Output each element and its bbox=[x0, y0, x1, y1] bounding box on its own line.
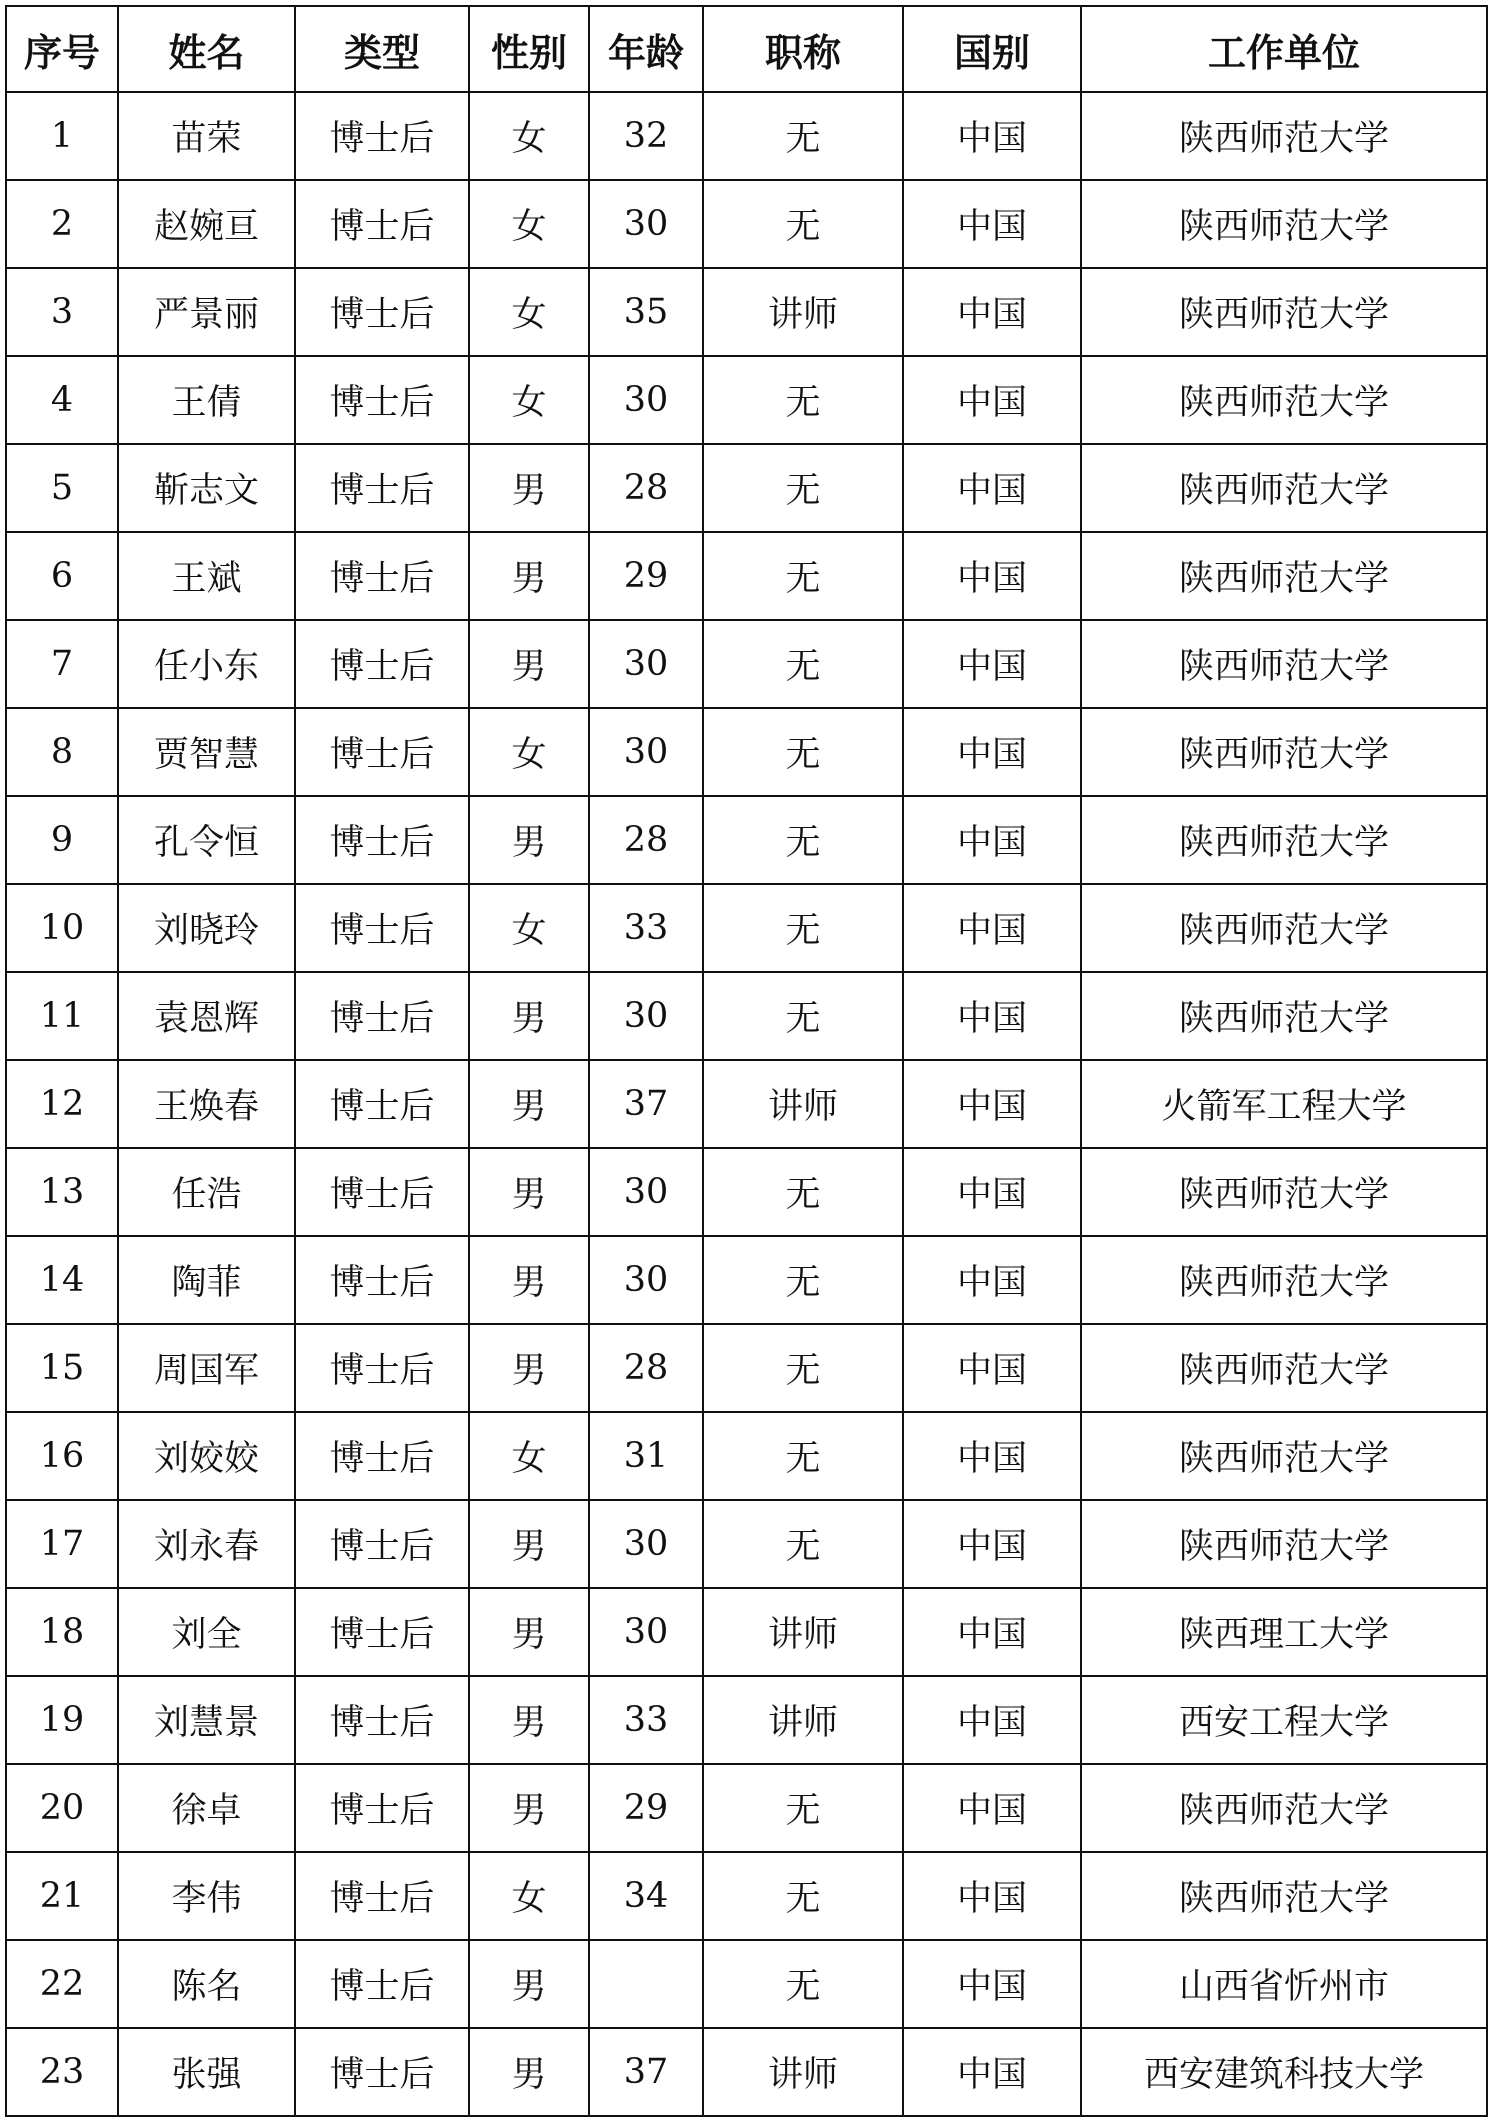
table-row bbox=[6, 1588, 1487, 1676]
cell-country: 中国 bbox=[903, 356, 1081, 444]
cell-index: 1 bbox=[6, 92, 118, 180]
cell-index: 9 bbox=[6, 796, 118, 884]
cell-country: 中国 bbox=[903, 796, 1081, 884]
cell-title: 无 bbox=[703, 92, 903, 180]
table-row bbox=[6, 1764, 1487, 1852]
column-header-title: 职称 bbox=[703, 6, 903, 92]
cell-type: 博士后 bbox=[295, 532, 469, 620]
cell-name: 王焕春 bbox=[118, 1060, 295, 1148]
cell-index: 7 bbox=[6, 620, 118, 708]
cell-title: 无 bbox=[703, 356, 903, 444]
column-header-type: 类型 bbox=[295, 6, 469, 92]
cell-name: 王倩 bbox=[118, 356, 295, 444]
cell-country: 中国 bbox=[903, 1500, 1081, 1588]
cell-age: 30 bbox=[589, 620, 703, 708]
cell-age: 30 bbox=[589, 356, 703, 444]
cell-gender: 男 bbox=[469, 1500, 589, 1588]
cell-index: 17 bbox=[6, 1500, 118, 1588]
cell-title: 无 bbox=[703, 1412, 903, 1500]
cell-country: 中国 bbox=[903, 884, 1081, 972]
column-header-name: 姓名 bbox=[118, 6, 295, 92]
cell-gender: 男 bbox=[469, 972, 589, 1060]
cell-workplace: 陕西师范大学 bbox=[1081, 620, 1487, 708]
cell-country: 中国 bbox=[903, 1324, 1081, 1412]
cell-country: 中国 bbox=[903, 532, 1081, 620]
cell-name: 苗荣 bbox=[118, 92, 295, 180]
cell-index: 12 bbox=[6, 1060, 118, 1148]
cell-country: 中国 bbox=[903, 1940, 1081, 2028]
table-row bbox=[6, 1852, 1487, 1940]
cell-name: 任浩 bbox=[118, 1148, 295, 1236]
cell-workplace: 陕西师范大学 bbox=[1081, 1500, 1487, 1588]
cell-type: 博士后 bbox=[295, 620, 469, 708]
cell-gender: 女 bbox=[469, 1852, 589, 1940]
cell-workplace: 陕西师范大学 bbox=[1081, 268, 1487, 356]
cell-workplace: 陕西师范大学 bbox=[1081, 884, 1487, 972]
column-header-index: 序号 bbox=[6, 6, 118, 92]
cell-gender: 男 bbox=[469, 2028, 589, 2116]
cell-age: 30 bbox=[589, 180, 703, 268]
cell-type: 博士后 bbox=[295, 268, 469, 356]
cell-type: 博士后 bbox=[295, 1852, 469, 1940]
cell-type: 博士后 bbox=[295, 1588, 469, 1676]
cell-index: 10 bbox=[6, 884, 118, 972]
cell-country: 中国 bbox=[903, 1060, 1081, 1148]
cell-title: 讲师 bbox=[703, 1060, 903, 1148]
cell-age: 28 bbox=[589, 796, 703, 884]
cell-gender: 男 bbox=[469, 1764, 589, 1852]
cell-name: 刘永春 bbox=[118, 1500, 295, 1588]
header-row bbox=[6, 6, 1487, 92]
cell-age: 29 bbox=[589, 1764, 703, 1852]
cell-age: 31 bbox=[589, 1412, 703, 1500]
column-header-country: 国别 bbox=[903, 6, 1081, 92]
cell-title: 讲师 bbox=[703, 268, 903, 356]
cell-name: 陶菲 bbox=[118, 1236, 295, 1324]
cell-title: 讲师 bbox=[703, 1588, 903, 1676]
table-row bbox=[6, 268, 1487, 356]
cell-name: 张强 bbox=[118, 2028, 295, 2116]
cell-age: 34 bbox=[589, 1852, 703, 1940]
cell-index: 22 bbox=[6, 1940, 118, 2028]
cell-index: 15 bbox=[6, 1324, 118, 1412]
cell-age: 28 bbox=[589, 444, 703, 532]
table-row bbox=[6, 444, 1487, 532]
table-body bbox=[6, 92, 1487, 2116]
cell-index: 21 bbox=[6, 1852, 118, 1940]
cell-type: 博士后 bbox=[295, 1500, 469, 1588]
cell-name: 陈名 bbox=[118, 1940, 295, 2028]
cell-name: 李伟 bbox=[118, 1852, 295, 1940]
personnel-table bbox=[5, 5, 1488, 2117]
cell-age: 33 bbox=[589, 884, 703, 972]
cell-type: 博士后 bbox=[295, 444, 469, 532]
cell-workplace: 西安工程大学 bbox=[1081, 1676, 1487, 1764]
cell-age: 28 bbox=[589, 1324, 703, 1412]
cell-country: 中国 bbox=[903, 92, 1081, 180]
cell-country: 中国 bbox=[903, 180, 1081, 268]
cell-age: 30 bbox=[589, 1236, 703, 1324]
cell-index: 23 bbox=[6, 2028, 118, 2116]
cell-age: 30 bbox=[589, 972, 703, 1060]
cell-title: 无 bbox=[703, 1764, 903, 1852]
table-row bbox=[6, 1148, 1487, 1236]
cell-gender: 男 bbox=[469, 1588, 589, 1676]
cell-age: 32 bbox=[589, 92, 703, 180]
cell-country: 中国 bbox=[903, 1412, 1081, 1500]
cell-workplace: 陕西师范大学 bbox=[1081, 356, 1487, 444]
cell-workplace: 陕西师范大学 bbox=[1081, 180, 1487, 268]
cell-country: 中国 bbox=[903, 1852, 1081, 1940]
cell-gender: 女 bbox=[469, 268, 589, 356]
cell-index: 20 bbox=[6, 1764, 118, 1852]
cell-index: 11 bbox=[6, 972, 118, 1060]
cell-country: 中国 bbox=[903, 1148, 1081, 1236]
cell-index: 14 bbox=[6, 1236, 118, 1324]
table-row bbox=[6, 1236, 1487, 1324]
cell-title: 无 bbox=[703, 1148, 903, 1236]
cell-type: 博士后 bbox=[295, 1676, 469, 1764]
cell-type: 博士后 bbox=[295, 796, 469, 884]
cell-age: 37 bbox=[589, 2028, 703, 2116]
table-row bbox=[6, 92, 1487, 180]
cell-title: 无 bbox=[703, 444, 903, 532]
cell-workplace: 陕西师范大学 bbox=[1081, 1324, 1487, 1412]
table-row bbox=[6, 532, 1487, 620]
cell-country: 中国 bbox=[903, 972, 1081, 1060]
cell-country: 中国 bbox=[903, 444, 1081, 532]
cell-country: 中国 bbox=[903, 1676, 1081, 1764]
table-row bbox=[6, 180, 1487, 268]
cell-workplace: 陕西师范大学 bbox=[1081, 1412, 1487, 1500]
cell-workplace: 西安建筑科技大学 bbox=[1081, 2028, 1487, 2116]
table-row bbox=[6, 620, 1487, 708]
cell-age: 29 bbox=[589, 532, 703, 620]
cell-type: 博士后 bbox=[295, 884, 469, 972]
cell-gender: 男 bbox=[469, 1324, 589, 1412]
cell-name: 刘慧景 bbox=[118, 1676, 295, 1764]
table-row bbox=[6, 796, 1487, 884]
cell-title: 讲师 bbox=[703, 1676, 903, 1764]
cell-country: 中国 bbox=[903, 1588, 1081, 1676]
cell-gender: 男 bbox=[469, 1148, 589, 1236]
cell-gender: 女 bbox=[469, 180, 589, 268]
cell-gender: 男 bbox=[469, 796, 589, 884]
cell-age: 30 bbox=[589, 1588, 703, 1676]
cell-workplace: 火箭军工程大学 bbox=[1081, 1060, 1487, 1148]
cell-country: 中国 bbox=[903, 620, 1081, 708]
cell-age: 35 bbox=[589, 268, 703, 356]
cell-title: 无 bbox=[703, 620, 903, 708]
cell-type: 博士后 bbox=[295, 1940, 469, 2028]
cell-name: 王斌 bbox=[118, 532, 295, 620]
cell-country: 中国 bbox=[903, 1764, 1081, 1852]
cell-type: 博士后 bbox=[295, 1060, 469, 1148]
cell-title: 无 bbox=[703, 180, 903, 268]
cell-type: 博士后 bbox=[295, 1236, 469, 1324]
cell-gender: 女 bbox=[469, 1412, 589, 1500]
cell-name: 刘晓玲 bbox=[118, 884, 295, 972]
cell-type: 博士后 bbox=[295, 972, 469, 1060]
cell-name: 刘全 bbox=[118, 1588, 295, 1676]
cell-title: 无 bbox=[703, 796, 903, 884]
cell-workplace: 陕西师范大学 bbox=[1081, 444, 1487, 532]
cell-workplace: 陕西师范大学 bbox=[1081, 92, 1487, 180]
cell-name: 周国军 bbox=[118, 1324, 295, 1412]
cell-title: 无 bbox=[703, 972, 903, 1060]
cell-workplace: 陕西师范大学 bbox=[1081, 1236, 1487, 1324]
cell-gender: 女 bbox=[469, 708, 589, 796]
table-row bbox=[6, 884, 1487, 972]
cell-index: 8 bbox=[6, 708, 118, 796]
cell-gender: 男 bbox=[469, 1676, 589, 1764]
cell-index: 5 bbox=[6, 444, 118, 532]
cell-type: 博士后 bbox=[295, 92, 469, 180]
cell-workplace: 陕西师范大学 bbox=[1081, 796, 1487, 884]
cell-index: 18 bbox=[6, 1588, 118, 1676]
cell-workplace: 陕西师范大学 bbox=[1081, 1852, 1487, 1940]
cell-title: 无 bbox=[703, 1940, 903, 2028]
cell-country: 中国 bbox=[903, 708, 1081, 796]
table-row bbox=[6, 1676, 1487, 1764]
cell-name: 徐卓 bbox=[118, 1764, 295, 1852]
cell-country: 中国 bbox=[903, 2028, 1081, 2116]
cell-workplace: 陕西师范大学 bbox=[1081, 532, 1487, 620]
cell-workplace: 陕西师范大学 bbox=[1081, 708, 1487, 796]
cell-index: 16 bbox=[6, 1412, 118, 1500]
cell-age: 33 bbox=[589, 1676, 703, 1764]
cell-name: 贾智慧 bbox=[118, 708, 295, 796]
cell-index: 2 bbox=[6, 180, 118, 268]
cell-gender: 女 bbox=[469, 356, 589, 444]
cell-type: 博士后 bbox=[295, 180, 469, 268]
column-header-workplace: 工作单位 bbox=[1081, 6, 1487, 92]
cell-gender: 男 bbox=[469, 444, 589, 532]
cell-index: 19 bbox=[6, 1676, 118, 1764]
cell-country: 中国 bbox=[903, 1236, 1081, 1324]
cell-workplace: 陕西师范大学 bbox=[1081, 1148, 1487, 1236]
cell-workplace: 陕西理工大学 bbox=[1081, 1588, 1487, 1676]
cell-title: 无 bbox=[703, 1500, 903, 1588]
cell-age: 37 bbox=[589, 1060, 703, 1148]
cell-gender: 男 bbox=[469, 1940, 589, 2028]
cell-index: 6 bbox=[6, 532, 118, 620]
cell-name: 袁恩辉 bbox=[118, 972, 295, 1060]
cell-name: 赵婉亘 bbox=[118, 180, 295, 268]
cell-workplace: 陕西师范大学 bbox=[1081, 972, 1487, 1060]
table-row bbox=[6, 1060, 1487, 1148]
cell-workplace: 山西省忻州市 bbox=[1081, 1940, 1487, 2028]
cell-country: 中国 bbox=[903, 268, 1081, 356]
column-header-gender: 性别 bbox=[469, 6, 589, 92]
cell-name: 严景丽 bbox=[118, 268, 295, 356]
cell-age: 30 bbox=[589, 708, 703, 796]
cell-workplace: 陕西师范大学 bbox=[1081, 1764, 1487, 1852]
cell-title: 无 bbox=[703, 1324, 903, 1412]
cell-title: 无 bbox=[703, 532, 903, 620]
cell-gender: 男 bbox=[469, 1236, 589, 1324]
cell-title: 无 bbox=[703, 884, 903, 972]
cell-name: 孔令恒 bbox=[118, 796, 295, 884]
table-row bbox=[6, 708, 1487, 796]
cell-gender: 男 bbox=[469, 1060, 589, 1148]
cell-type: 博士后 bbox=[295, 1148, 469, 1236]
column-header-age: 年龄 bbox=[589, 6, 703, 92]
cell-type: 博士后 bbox=[295, 1412, 469, 1500]
cell-index: 4 bbox=[6, 356, 118, 444]
cell-name: 刘姣姣 bbox=[118, 1412, 295, 1500]
cell-title: 无 bbox=[703, 708, 903, 796]
cell-type: 博士后 bbox=[295, 1764, 469, 1852]
cell-gender: 男 bbox=[469, 620, 589, 708]
table-row bbox=[6, 1500, 1487, 1588]
table-row bbox=[6, 972, 1487, 1060]
cell-gender: 女 bbox=[469, 884, 589, 972]
cell-index: 13 bbox=[6, 1148, 118, 1236]
cell-type: 博士后 bbox=[295, 1324, 469, 1412]
table-row bbox=[6, 1412, 1487, 1500]
table-row bbox=[6, 1940, 1487, 2028]
cell-title: 无 bbox=[703, 1852, 903, 1940]
table-row bbox=[6, 2028, 1487, 2116]
cell-age bbox=[589, 1940, 703, 2028]
cell-age: 30 bbox=[589, 1500, 703, 1588]
table-row bbox=[6, 356, 1487, 444]
cell-type: 博士后 bbox=[295, 708, 469, 796]
cell-gender: 男 bbox=[469, 532, 589, 620]
table-row bbox=[6, 1324, 1487, 1412]
cell-name: 任小东 bbox=[118, 620, 295, 708]
cell-type: 博士后 bbox=[295, 2028, 469, 2116]
cell-title: 讲师 bbox=[703, 2028, 903, 2116]
cell-gender: 女 bbox=[469, 92, 589, 180]
cell-name: 靳志文 bbox=[118, 444, 295, 532]
cell-title: 无 bbox=[703, 1236, 903, 1324]
cell-index: 3 bbox=[6, 268, 118, 356]
cell-type: 博士后 bbox=[295, 356, 469, 444]
cell-age: 30 bbox=[589, 1148, 703, 1236]
